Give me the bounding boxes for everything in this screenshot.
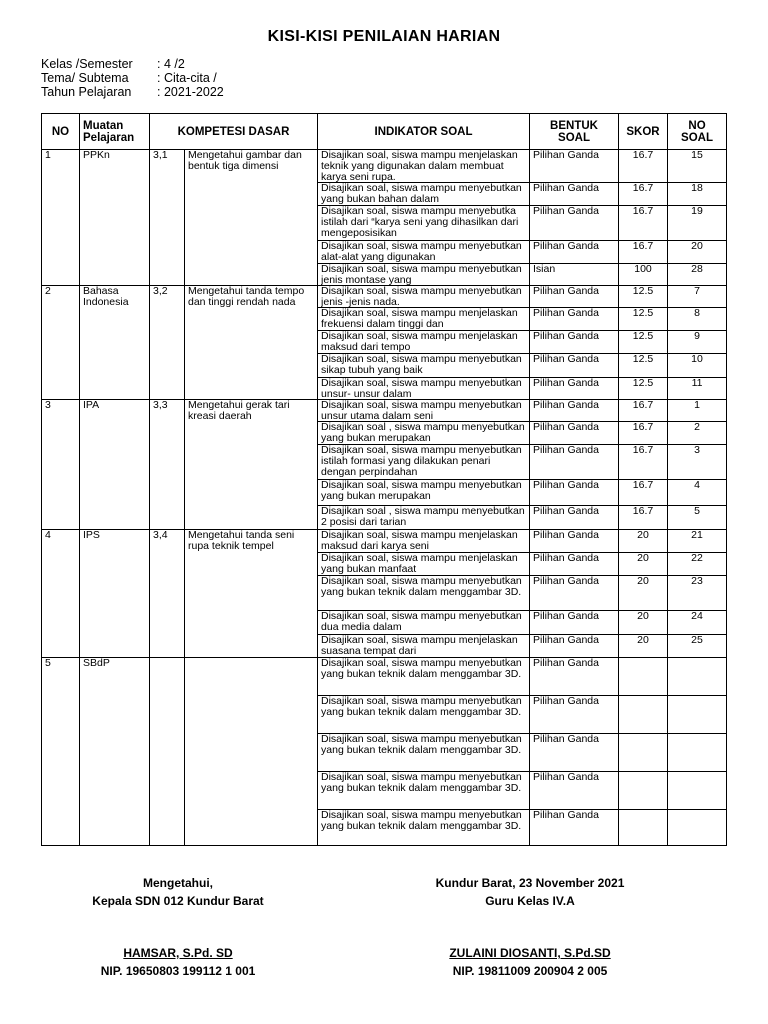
question-number-cell: 10	[668, 354, 727, 378]
header-no: NO	[42, 114, 80, 150]
indicator-cell	[318, 400, 530, 422]
score-cell	[619, 734, 668, 772]
indicator-text: Disajikan soal, siswa mampu menyebutka istilah dari “karya seni yang dihasilkan dari mengeposisikan	[321, 206, 519, 239]
score-cell: 16.7	[619, 206, 668, 241]
score-cell: 12.5	[619, 378, 668, 400]
indicator-text: Disajikan soal, siswa mampu menyebutkan istilah formasi yang dilakukan penari dengan perpindahan	[321, 445, 522, 478]
meta-label: Kelas /Semester	[41, 57, 133, 71]
header-no-soal: NO SOAL	[668, 114, 727, 150]
question-type-cell: Pilihan Ganda	[530, 206, 619, 241]
kd-description-cell: Mengetahui gerak tari kreasi daerah	[185, 400, 318, 530]
signature-right-line2: Guru Kelas IV.A	[485, 894, 575, 908]
document-title: KISI-KISI PENILAIAN HARIAN	[267, 28, 501, 45]
score-cell	[619, 658, 668, 696]
table-row	[42, 658, 727, 696]
meta-label: Tahun Pelajaran	[41, 85, 132, 99]
question-type-cell: Pilihan Ganda	[530, 150, 619, 183]
indicator-cell	[318, 264, 530, 286]
indicator-text: Disajikan soal, siswa mampu menyebutkan yang bukan teknik dalam menggambar 3D.	[321, 696, 522, 718]
table-row	[42, 530, 727, 553]
score-cell	[619, 696, 668, 734]
header-indikator: INDIKATOR SOAL	[318, 114, 530, 150]
question-type-cell: Pilihan Ganda	[530, 734, 619, 772]
signature-left-name: HAMSAR, S.Pd. SD	[123, 946, 233, 960]
indicator-cell	[318, 810, 530, 846]
score-cell: 16.7	[619, 445, 668, 480]
indicator-cell	[318, 576, 530, 611]
question-type-cell: Pilihan Ganda	[530, 635, 619, 658]
signature-left	[78, 874, 278, 980]
question-number-cell: 11	[668, 378, 727, 400]
table-row	[42, 286, 727, 308]
question-type-cell: Pilihan Ganda	[530, 772, 619, 810]
subject-cell: IPA	[80, 400, 150, 530]
indicator-cell	[318, 506, 530, 530]
question-number-cell: 5	[668, 506, 727, 530]
table-row	[42, 150, 727, 183]
score-cell: 12.5	[619, 308, 668, 331]
score-cell: 16.7	[619, 400, 668, 422]
score-cell: 16.7	[619, 480, 668, 506]
indicator-cell	[318, 696, 530, 734]
indicator-cell	[318, 183, 530, 206]
indicator-cell	[318, 635, 530, 658]
question-number-cell	[668, 772, 727, 810]
header-bentuk: BENTUK SOAL	[530, 114, 619, 150]
question-number-cell: 2	[668, 422, 727, 445]
question-number-cell: 23	[668, 576, 727, 611]
question-number-cell: 7	[668, 286, 727, 308]
indicator-cell	[318, 480, 530, 506]
question-number-cell: 19	[668, 206, 727, 241]
header-skor: SKOR	[619, 114, 668, 150]
question-type-cell: Pilihan Ganda	[530, 611, 619, 635]
indicator-text: Disajikan soal, siswa mampu menyebutkan yang bukan merupakan	[321, 480, 522, 502]
signature-left-line2: Kepala SDN 012 Kundur Barat	[92, 894, 264, 908]
meta-value: : 4 /2	[157, 57, 185, 71]
signature-right-nip: NIP. 19811009 200904 2 005	[452, 964, 608, 978]
indicator-cell	[318, 530, 530, 553]
signature-left-line1: Mengetahui,	[142, 876, 213, 890]
question-type-cell: Pilihan Ganda	[530, 422, 619, 445]
subject-cell: Bahasa Indonesia	[80, 286, 150, 400]
kd-number-cell	[150, 658, 185, 846]
row-number: 5	[42, 658, 80, 846]
score-cell: 16.7	[619, 150, 668, 183]
indicator-text: Disajikan soal, siswa mampu menjelaskan maksud dari tempo	[321, 331, 518, 353]
question-type-cell: Pilihan Ganda	[530, 183, 619, 206]
score-cell	[619, 810, 668, 846]
question-type-cell: Pilihan Ganda	[530, 241, 619, 264]
indicator-text: Disajikan soal, siswa mampu menyebutkan sikap tubuh yang baik	[321, 354, 522, 376]
question-number-cell: 3	[668, 445, 727, 480]
question-type-cell: Pilihan Ganda	[530, 553, 619, 576]
indicator-cell	[318, 772, 530, 810]
question-number-cell: 4	[668, 480, 727, 506]
indicator-cell	[318, 354, 530, 378]
question-type-cell: Pilihan Ganda	[530, 576, 619, 611]
question-type-cell: Pilihan Ganda	[530, 400, 619, 422]
question-type-cell: Pilihan Ganda	[530, 445, 619, 480]
indicator-cell	[318, 150, 530, 183]
document-meta	[41, 57, 224, 99]
score-cell: 20	[619, 611, 668, 635]
kd-description-cell: Mengetahui tanda tempo dan tinggi rendah nada	[185, 286, 318, 400]
table-body	[42, 150, 727, 846]
header-muatan: Muatan Pelajaran	[80, 114, 150, 150]
row-number: 1	[42, 150, 80, 286]
score-cell: 12.5	[619, 286, 668, 308]
question-number-cell: 18	[668, 183, 727, 206]
question-number-cell	[668, 734, 727, 772]
indicator-cell	[318, 241, 530, 264]
meta-value: : Cita-cita /	[157, 71, 217, 85]
indicator-cell	[318, 422, 530, 445]
row-number: 2	[42, 286, 80, 400]
row-number: 4	[42, 530, 80, 658]
indicator-text: Disajikan soal, siswa mampu menyebutkan yang bukan teknik dalam menggambar 3D.	[321, 658, 522, 680]
indicator-cell	[318, 308, 530, 331]
indicator-text: Disajikan soal, siswa mampu menyebutkan jenis -jenis nada.	[321, 286, 522, 307]
indicator-text: Disajikan soal, siswa mampu menyebutkan unsur utama dalam seni	[321, 400, 522, 421]
meta-value: : 2021-2022	[157, 85, 224, 99]
score-cell: 20	[619, 635, 668, 658]
score-cell: 20	[619, 553, 668, 576]
indicator-text: Disajikan soal, siswa mampu menyebutkan unsur- unsur dalam	[321, 378, 522, 399]
signature-right-name: ZULAINI DIOSANTI, S.Pd.SD	[449, 946, 611, 960]
meta-label: Tema/ Subtema	[41, 71, 129, 85]
score-cell: 16.7	[619, 241, 668, 264]
question-number-cell: 9	[668, 331, 727, 354]
table-header-row	[42, 114, 727, 150]
question-number-cell	[668, 810, 727, 846]
question-number-cell: 1	[668, 400, 727, 422]
question-number-cell	[668, 696, 727, 734]
question-number-cell: 8	[668, 308, 727, 331]
question-number-cell: 22	[668, 553, 727, 576]
score-cell: 20	[619, 530, 668, 553]
kd-number-cell: 3,1	[150, 150, 185, 286]
meta-row-kelas	[41, 57, 224, 71]
signature-right	[410, 874, 650, 980]
kd-description-cell: Mengetahui tanda seni rupa teknik tempel	[185, 530, 318, 658]
question-type-cell: Pilihan Ganda	[530, 506, 619, 530]
indicator-text: Disajikan soal, siswa mampu menjelaskan suasana tempat dari	[321, 635, 518, 657]
question-type-cell: Pilihan Ganda	[530, 354, 619, 378]
indicator-text: Disajikan soal, siswa mampu menyebutkan jenis montase yang	[321, 264, 522, 285]
subject-cell: PPKn	[80, 150, 150, 286]
question-type-cell: Pilihan Ganda	[530, 308, 619, 331]
question-number-cell: 25	[668, 635, 727, 658]
score-cell: 12.5	[619, 354, 668, 378]
indicator-text: Disajikan soal, siswa mampu menyebutkan yang bukan teknik dalam menggambar 3D.	[321, 810, 522, 832]
question-type-cell: Pilihan Ganda	[530, 286, 619, 308]
signature-left-nip: NIP. 19650803 199112 1 001	[100, 964, 256, 978]
indicator-cell	[318, 206, 530, 241]
indicator-cell	[318, 378, 530, 400]
question-type-cell: Isian	[530, 264, 619, 286]
question-number-cell: 15	[668, 150, 727, 183]
indicator-cell	[318, 611, 530, 635]
indicator-text: Disajikan soal, siswa mampu menyebutkan yang bukan bahan dalam	[321, 183, 522, 205]
kd-description-cell	[185, 658, 318, 846]
score-cell: 16.7	[619, 422, 668, 445]
question-type-cell: Pilihan Ganda	[530, 530, 619, 553]
table-row	[42, 400, 727, 422]
score-cell: 20	[619, 576, 668, 611]
kd-number-cell: 3,2	[150, 286, 185, 400]
indicator-cell	[318, 331, 530, 354]
question-number-cell	[668, 658, 727, 696]
kd-number-cell: 3,4	[150, 530, 185, 658]
score-cell	[619, 772, 668, 810]
indicator-text: Disajikan soal , siswa mampu menyebutkan yang bukan merupakan	[321, 422, 525, 444]
meta-row-tahun	[41, 85, 224, 99]
kd-number-cell: 3,3	[150, 400, 185, 530]
indicator-text: Disajikan soal, siswa mampu menyebutkan yang bukan teknik dalam menggambar 3D.	[321, 772, 522, 794]
indicator-cell	[318, 445, 530, 480]
indicator-cell	[318, 553, 530, 576]
header-kompetensi: KOMPETESI DASAR	[150, 114, 318, 150]
subject-cell: IPS	[80, 530, 150, 658]
indicator-cell	[318, 734, 530, 772]
kisi-table	[41, 113, 727, 846]
indicator-cell	[318, 286, 530, 308]
score-cell: 12.5	[619, 331, 668, 354]
question-type-cell: Pilihan Ganda	[530, 331, 619, 354]
score-cell: 16.7	[619, 506, 668, 530]
question-number-cell: 21	[668, 530, 727, 553]
signature-right-line1: Kundur Barat, 23 November 2021	[435, 876, 625, 890]
row-number: 3	[42, 400, 80, 530]
indicator-text: Disajikan soal, siswa mampu menjelaskan teknik yang digunakan dalam membuat karya seni rupa.	[321, 150, 518, 182]
score-cell: 100	[619, 264, 668, 286]
indicator-text: Disajikan soal, siswa mampu menyebutkan yang bukan teknik dalam menggambar 3D.	[321, 576, 522, 598]
indicator-text: Disajikan soal, siswa mampu menjelaskan yang bukan manfaat	[321, 553, 518, 575]
indicator-text: Disajikan soal , siswa mampu menyebutkan 2 posisi dari tarian	[321, 506, 525, 528]
score-cell: 16.7	[619, 183, 668, 206]
question-type-cell: Pilihan Ganda	[530, 810, 619, 846]
indicator-text: Disajikan soal, siswa mampu menyebutkan yang bukan teknik dalam menggambar 3D.	[321, 734, 522, 756]
question-type-cell: Pilihan Ganda	[530, 658, 619, 696]
indicator-text: Disajikan soal, siswa mampu menyebutkan alat-alat yang digunakan	[321, 241, 522, 263]
question-number-cell: 24	[668, 611, 727, 635]
indicator-cell	[318, 658, 530, 696]
indicator-text: Disajikan soal, siswa mampu menyebutkan dua media dalam	[321, 611, 522, 633]
subject-cell: SBdP	[80, 658, 150, 846]
kd-description-cell: Mengetahui gambar dan bentuk tiga dimensi	[185, 150, 318, 286]
question-type-cell: Pilihan Ganda	[530, 696, 619, 734]
meta-row-tema	[41, 71, 224, 85]
indicator-text: Disajikan soal, siswa mampu menjelaskan maksud dari karya seni	[321, 530, 518, 552]
question-number-cell: 28	[668, 264, 727, 286]
question-type-cell: Pilihan Ganda	[530, 480, 619, 506]
question-type-cell: Pilihan Ganda	[530, 378, 619, 400]
indicator-text: Disajikan soal, siswa mampu menjelaskan frekuensi dalam tinggi dan	[321, 308, 518, 330]
question-number-cell: 20	[668, 241, 727, 264]
